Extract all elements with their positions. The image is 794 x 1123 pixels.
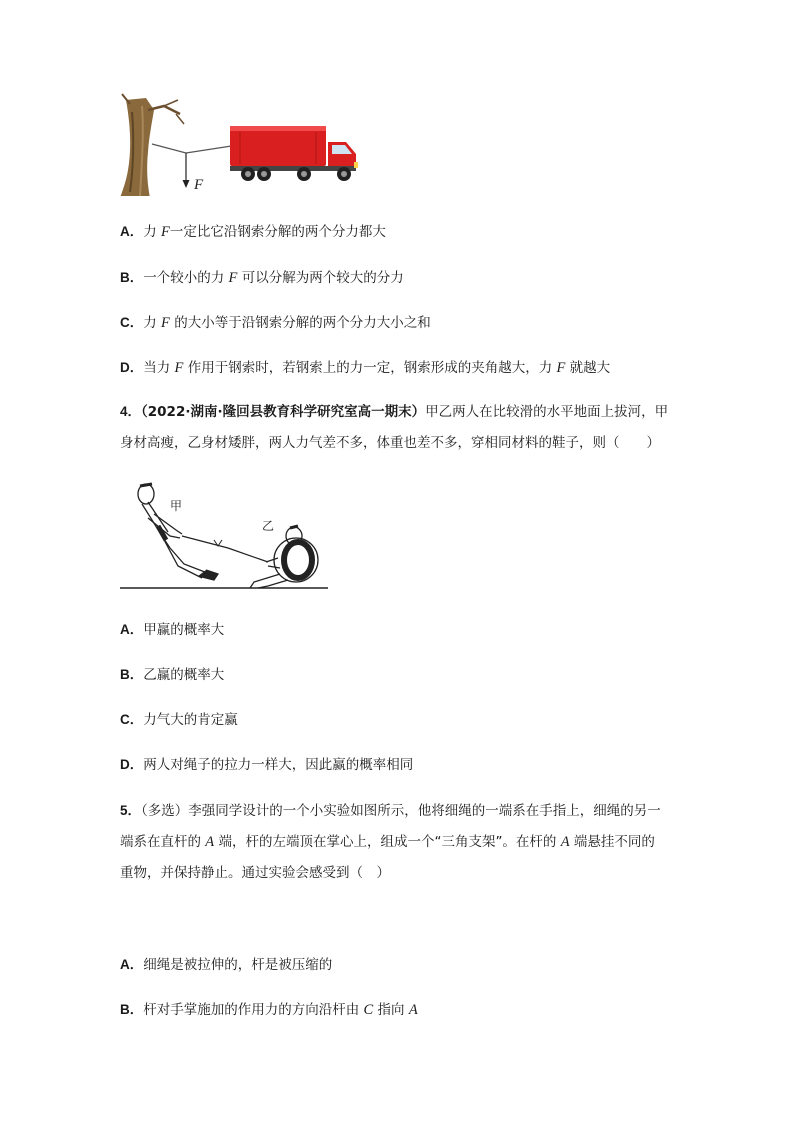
option-letter: A． (120, 957, 144, 972)
option-text: 力 (143, 224, 162, 240)
question-number: 4． (120, 404, 142, 419)
red-truck (230, 126, 358, 181)
tug-of-war-figure (118, 478, 332, 592)
variable: F (556, 360, 566, 376)
option-letter: B． (120, 667, 144, 682)
variable: A (408, 1002, 418, 1018)
q3-option-c (120, 313, 431, 333)
steel-cable (152, 144, 238, 153)
variable: F (161, 224, 170, 240)
q5-option-a (120, 955, 332, 975)
variable: C (363, 1002, 374, 1018)
q4-option-a (120, 620, 224, 640)
q5-stem-line3 (120, 863, 390, 883)
q4-option-b (120, 665, 224, 685)
option-text: 甲赢的概率大 (143, 622, 225, 638)
variable: F (228, 270, 238, 286)
question-text: 端悬挂不同的 (569, 834, 655, 850)
variable: F (174, 360, 184, 376)
option-letter: D． (120, 360, 144, 375)
q4-stem-line1 (120, 402, 668, 422)
q3-option-a (120, 222, 386, 242)
option-text: 指向 (373, 1002, 409, 1018)
question-text: 端系在直杆的 (120, 834, 206, 850)
option-letter: C． (120, 712, 144, 727)
option-letter: B． (120, 270, 144, 285)
option-text: 杆对手掌施加的作用力的方向沿杆由 (143, 1002, 364, 1018)
question-text: 重物，并保持静止。通过实验会感受到（ ） (120, 865, 390, 881)
option-text: 可以分解为两个较大的分力 (237, 270, 404, 286)
variable: F (161, 315, 170, 331)
tree-trunk (120, 94, 184, 196)
option-text: 力 (143, 315, 162, 331)
option-text: 力气大的肯定赢 (143, 712, 238, 728)
q5-stem-line1 (120, 801, 661, 821)
option-letter: A． (120, 622, 144, 637)
q4-stem-line2 (120, 433, 660, 453)
option-letter: A． (120, 224, 144, 239)
option-text: 乙赢的概率大 (143, 667, 225, 683)
person-yi (250, 526, 318, 588)
option-text: 作用于钢索时，若钢索上的力一定，钢索形成的夹角越大，力 (183, 360, 557, 376)
label-yi: 乙 (262, 519, 275, 533)
q4-option-c (120, 710, 238, 730)
question-source: （2022·湖南·隆回县教育科学研究室高一期末） (141, 404, 426, 420)
question-text: 身材高瘦，乙身材矮胖，两人力气差不多，体重也差不多，穿相同材料的鞋子，则（ ） (120, 435, 660, 451)
rope (182, 536, 268, 562)
q3-option-d (120, 358, 610, 378)
option-text: 两人对绳子的拉力一样大，因此赢的概率相同 (143, 757, 414, 773)
option-text: 当力 (143, 360, 175, 376)
q4-option-d (120, 755, 413, 775)
option-text: 一个较小的力 (143, 270, 229, 286)
question-text: （多选）李强同学设计的一个小实验如图所示，他将细绳的一端系在手指上，细绳的另一 (141, 803, 661, 819)
question-text: 甲乙两人在比较滑的水平地面上拔河，甲 (425, 404, 669, 420)
option-text: 的大小等于沿钢索分解的两个分力大小之和 (169, 315, 431, 331)
force-label: F (194, 177, 204, 193)
label-jia: 甲 (170, 499, 183, 513)
q3-option-b (120, 268, 404, 288)
q5-option-b (120, 1000, 418, 1020)
option-text: 就越大 (565, 360, 611, 376)
option-text: 细绳是被拉伸的，杆是被压缩的 (143, 957, 333, 973)
option-text: 一定比它沿钢索分解的两个分力都大 (169, 224, 386, 240)
tree-truck-figure (118, 92, 360, 196)
variable: A (205, 834, 215, 850)
question-number: 5． (120, 803, 142, 818)
option-letter: D． (120, 757, 144, 772)
variable: A (560, 834, 570, 850)
option-letter: C． (120, 315, 144, 330)
option-letter: B． (120, 1002, 144, 1017)
q5-stem-line2 (120, 832, 655, 852)
question-text: 端，杆的左端顶在掌心上，组成一个“三角支架”。在杆的 (214, 834, 561, 850)
